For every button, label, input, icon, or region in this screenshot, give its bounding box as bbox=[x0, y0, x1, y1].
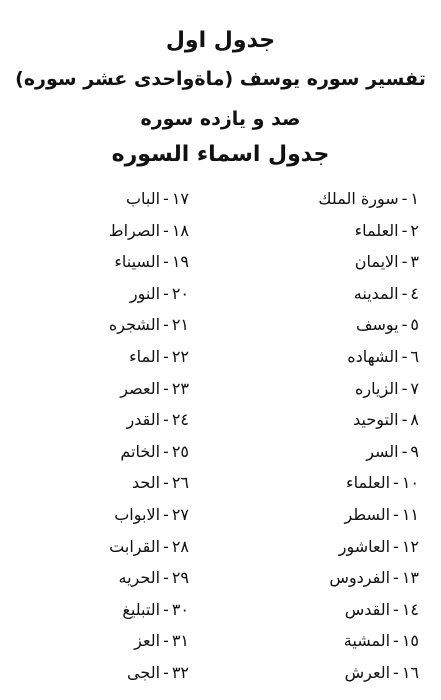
surah-number: ١٣ bbox=[401, 568, 419, 588]
separator-dash: - bbox=[401, 346, 408, 366]
surah-number: ٦ bbox=[410, 346, 419, 366]
surah-list-item bbox=[239, 467, 419, 499]
surah-name: الصراط bbox=[108, 220, 161, 240]
surah-name: العلماء bbox=[346, 473, 391, 493]
surah-number: ٤ bbox=[410, 283, 419, 303]
surah-list-item bbox=[239, 278, 419, 310]
surah-number: ٢١ bbox=[171, 315, 189, 335]
surah-list-item bbox=[39, 531, 189, 563]
surah-name: الشجره bbox=[108, 315, 161, 335]
separator-dash: - bbox=[393, 473, 399, 493]
surah-list-item bbox=[239, 625, 419, 657]
surah-name: القدس bbox=[344, 599, 391, 619]
surah-name: العاشور bbox=[338, 536, 391, 556]
separator-dash: - bbox=[393, 536, 399, 556]
separator-dash: - bbox=[163, 473, 169, 493]
surah-count-subtitle: صد و یازده سوره bbox=[140, 108, 301, 130]
surah-number: ٣١ bbox=[171, 631, 189, 651]
separator-dash: - bbox=[401, 315, 408, 335]
surah-name: الزياره bbox=[355, 378, 399, 398]
separator-dash: - bbox=[163, 252, 169, 272]
surah-name: الايمان bbox=[354, 252, 399, 272]
surah-list-item bbox=[39, 657, 189, 689]
surah-number: ١٧ bbox=[171, 189, 189, 208]
surah-name: سورة الملك bbox=[318, 189, 399, 208]
surah-list-item bbox=[39, 309, 189, 341]
surah-list-item bbox=[39, 467, 189, 499]
surah-number: ٢ bbox=[410, 220, 419, 240]
surah-name: العرش bbox=[344, 662, 391, 682]
surah-list-item bbox=[39, 436, 189, 468]
surah-name: الفردوس bbox=[329, 568, 391, 588]
surah-list-item bbox=[39, 625, 189, 657]
separator-dash: - bbox=[163, 410, 169, 430]
separator-dash: - bbox=[163, 378, 169, 398]
surah-name: المدينه bbox=[353, 283, 399, 303]
separator-dash: - bbox=[163, 441, 169, 461]
surah-list-left-column bbox=[39, 183, 189, 689]
separator-dash: - bbox=[401, 283, 408, 303]
surah-list-item bbox=[39, 246, 189, 278]
surah-list-item bbox=[239, 594, 419, 626]
separator-dash: - bbox=[401, 410, 408, 430]
surah-name: الماء bbox=[129, 346, 161, 366]
separator-dash: - bbox=[401, 252, 408, 272]
surah-number: ٣٠ bbox=[171, 599, 189, 619]
surah-list-right-column bbox=[239, 183, 419, 689]
surah-list-item bbox=[39, 215, 189, 247]
surah-list-item bbox=[239, 404, 419, 436]
surah-number: ٨ bbox=[410, 410, 419, 430]
table-one-title: جدول اول bbox=[165, 28, 276, 53]
surah-list-item bbox=[39, 404, 189, 436]
separator-dash: - bbox=[163, 220, 169, 240]
surah-list-item bbox=[239, 246, 419, 278]
separator-dash: - bbox=[393, 568, 399, 588]
surah-list-item bbox=[239, 657, 419, 689]
surah-name: السر bbox=[366, 441, 399, 461]
surah-name: القرابت bbox=[109, 536, 161, 556]
surah-list-item bbox=[239, 215, 419, 247]
separator-dash: - bbox=[401, 378, 408, 398]
surah-number: ٢٣ bbox=[171, 378, 189, 398]
surah-number: ١٨ bbox=[171, 220, 189, 240]
separator-dash: - bbox=[163, 599, 169, 619]
surah-number: ٢٢ bbox=[171, 346, 189, 366]
surah-list-item bbox=[39, 341, 189, 373]
surah-name: العز bbox=[134, 631, 161, 651]
surah-name: السيناء bbox=[114, 252, 161, 272]
surah-number: ٢٠ bbox=[171, 283, 189, 303]
surah-name: الحريه bbox=[118, 568, 161, 588]
surah-number: ٧ bbox=[410, 378, 419, 398]
surah-list-item bbox=[239, 562, 419, 594]
surah-number: ٢٥ bbox=[171, 441, 189, 461]
separator-dash: - bbox=[163, 189, 169, 208]
surah-name: النور bbox=[129, 283, 161, 303]
separator-dash: - bbox=[393, 504, 399, 524]
separator-dash: - bbox=[163, 504, 169, 524]
surah-name: المشية bbox=[343, 631, 391, 651]
surah-name: التبليغ bbox=[122, 599, 161, 619]
surah-number: ١٩ bbox=[171, 252, 189, 272]
surah-names-heading: جدول اسماء السوره bbox=[111, 142, 330, 167]
surah-number: ٩ bbox=[410, 441, 419, 461]
surah-number: ٢٩ bbox=[171, 568, 189, 588]
surah-number: ٥ bbox=[410, 315, 419, 335]
surah-name: التوحيد bbox=[353, 410, 399, 430]
separator-dash: - bbox=[393, 599, 399, 619]
separator-dash: - bbox=[163, 315, 169, 335]
surah-number: ٢٤ bbox=[171, 410, 189, 430]
surah-number: ٣ bbox=[410, 252, 419, 272]
separator-dash: - bbox=[401, 189, 408, 208]
separator-dash: - bbox=[393, 662, 399, 682]
surah-number: ٢٦ bbox=[171, 473, 189, 493]
surah-number: ١٠ bbox=[401, 473, 419, 493]
surah-list-item bbox=[39, 594, 189, 626]
surah-list-item bbox=[39, 499, 189, 531]
tafsir-subtitle: تفسیر سوره یوسف (ماةواحدی عشر سوره) bbox=[15, 68, 426, 90]
surah-list-item bbox=[39, 373, 189, 405]
surah-list-item bbox=[239, 436, 419, 468]
surah-list-item bbox=[39, 183, 189, 215]
separator-dash: - bbox=[163, 568, 169, 588]
surah-name: العلماء bbox=[354, 220, 399, 240]
surah-list-item bbox=[239, 341, 419, 373]
separator-dash: - bbox=[393, 631, 399, 651]
separator-dash: - bbox=[163, 536, 169, 556]
surah-number: ١ bbox=[410, 189, 419, 208]
separator-dash: - bbox=[401, 220, 408, 240]
surah-name: يوسف bbox=[355, 315, 399, 335]
separator-dash: - bbox=[163, 631, 169, 651]
surah-list-item bbox=[39, 278, 189, 310]
surah-number: ١٥ bbox=[401, 631, 419, 651]
surah-name: القدر bbox=[126, 410, 161, 430]
surah-list-item bbox=[239, 531, 419, 563]
surah-list-item bbox=[239, 309, 419, 341]
surah-number: ١٦ bbox=[401, 662, 419, 682]
surah-list-item bbox=[39, 562, 189, 594]
surah-number: ٣٢ bbox=[171, 662, 189, 682]
surah-number: ٢٧ bbox=[171, 504, 189, 524]
separator-dash: - bbox=[163, 346, 169, 366]
separator-dash: - bbox=[401, 441, 408, 461]
surah-list-item bbox=[239, 499, 419, 531]
surah-number: ١٢ bbox=[401, 536, 419, 556]
separator-dash: - bbox=[163, 283, 169, 303]
surah-list-item bbox=[239, 373, 419, 405]
surah-name: الابواب bbox=[114, 504, 161, 524]
surah-name: الخاتم bbox=[120, 441, 161, 461]
surah-list-item bbox=[239, 183, 419, 215]
surah-number: ١٤ bbox=[401, 599, 419, 619]
surah-name: السطر bbox=[344, 504, 391, 524]
surah-name: الباب bbox=[125, 189, 161, 208]
surah-name: الجى bbox=[127, 662, 161, 682]
surah-number: ١١ bbox=[401, 504, 419, 524]
surah-name: العصر bbox=[120, 378, 161, 398]
separator-dash: - bbox=[163, 662, 169, 682]
surah-name: الشهاده bbox=[347, 346, 399, 366]
surah-number: ٢٨ bbox=[171, 536, 189, 556]
surah-name: الحد bbox=[131, 473, 161, 493]
